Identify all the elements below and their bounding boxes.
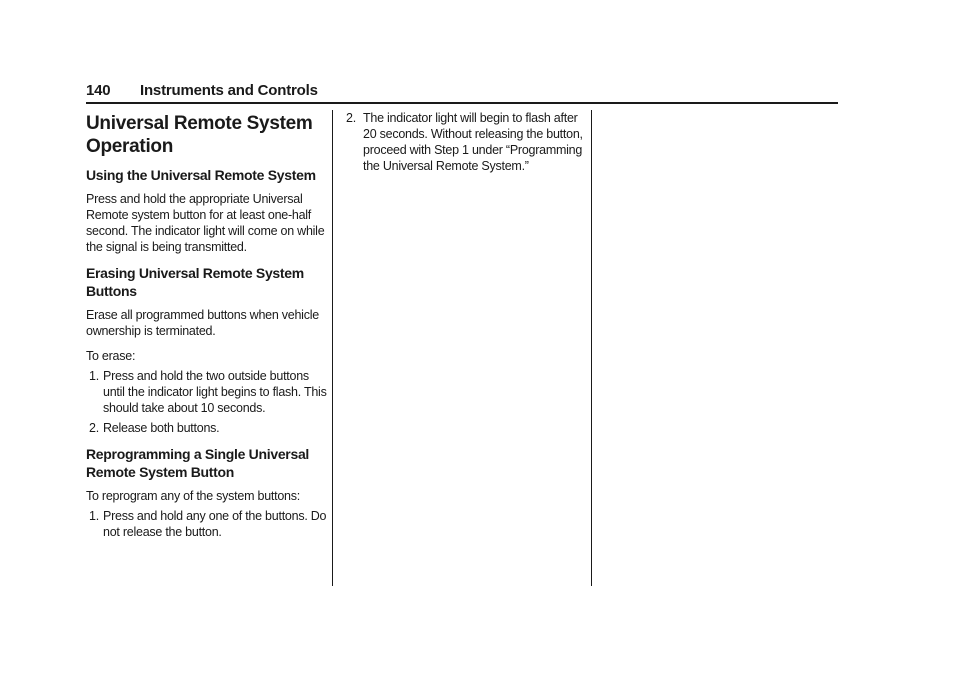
using-paragraph: Press and hold the appropriate Universal Remote system button for at least one-half second. The indicator light will come on while the signal is being transmitted. bbox=[86, 192, 325, 254]
column-divider bbox=[332, 110, 333, 586]
list-item bbox=[86, 368, 328, 416]
step-text: Press and hold any one of the buttons. Do not release the button. bbox=[103, 509, 327, 539]
column-middle bbox=[346, 110, 588, 183]
header-rule bbox=[86, 102, 838, 104]
page-header bbox=[86, 82, 838, 102]
column-left bbox=[86, 112, 328, 549]
subheading-using: Using the Universal Remote System bbox=[86, 167, 316, 183]
erase-intro: To erase: bbox=[86, 349, 136, 363]
step-number: 1. bbox=[89, 369, 99, 383]
erasing-paragraph: Erase all programmed buttons when vehicle ownership is terminated. bbox=[86, 308, 319, 338]
list-item bbox=[86, 508, 328, 540]
step-text: The indicator light will begin to flash after 20 seconds. Without releasing the button, proceed with Step 1 under “Programming the Universal Remote System.” bbox=[363, 111, 583, 173]
subheading-reprogramming: Reprogramming a Single Universal Remote System Button bbox=[86, 446, 310, 480]
step-text: Press and hold the two outside buttons until the indicator light begins to flash. This should take about 10 seconds. bbox=[103, 369, 327, 415]
list-item bbox=[346, 110, 588, 174]
reprogram-steps bbox=[86, 508, 328, 540]
step-number: 2. bbox=[89, 421, 99, 435]
subheading-erasing: Erasing Universal Remote System Buttons bbox=[86, 265, 304, 299]
reprogram-steps-continued bbox=[346, 110, 588, 174]
section-title: Instruments and Controls bbox=[140, 82, 318, 99]
step-text: Release both buttons. bbox=[103, 421, 220, 435]
page-number: 140 bbox=[86, 82, 111, 99]
step-number: 1. bbox=[89, 509, 99, 523]
erase-steps bbox=[86, 368, 328, 436]
reprogram-intro: To reprogram any of the system buttons: bbox=[86, 489, 300, 503]
main-heading: Universal Remote System Operation bbox=[86, 113, 313, 157]
list-item bbox=[86, 420, 328, 436]
column-divider bbox=[591, 110, 592, 586]
step-number: 2. bbox=[346, 111, 356, 125]
